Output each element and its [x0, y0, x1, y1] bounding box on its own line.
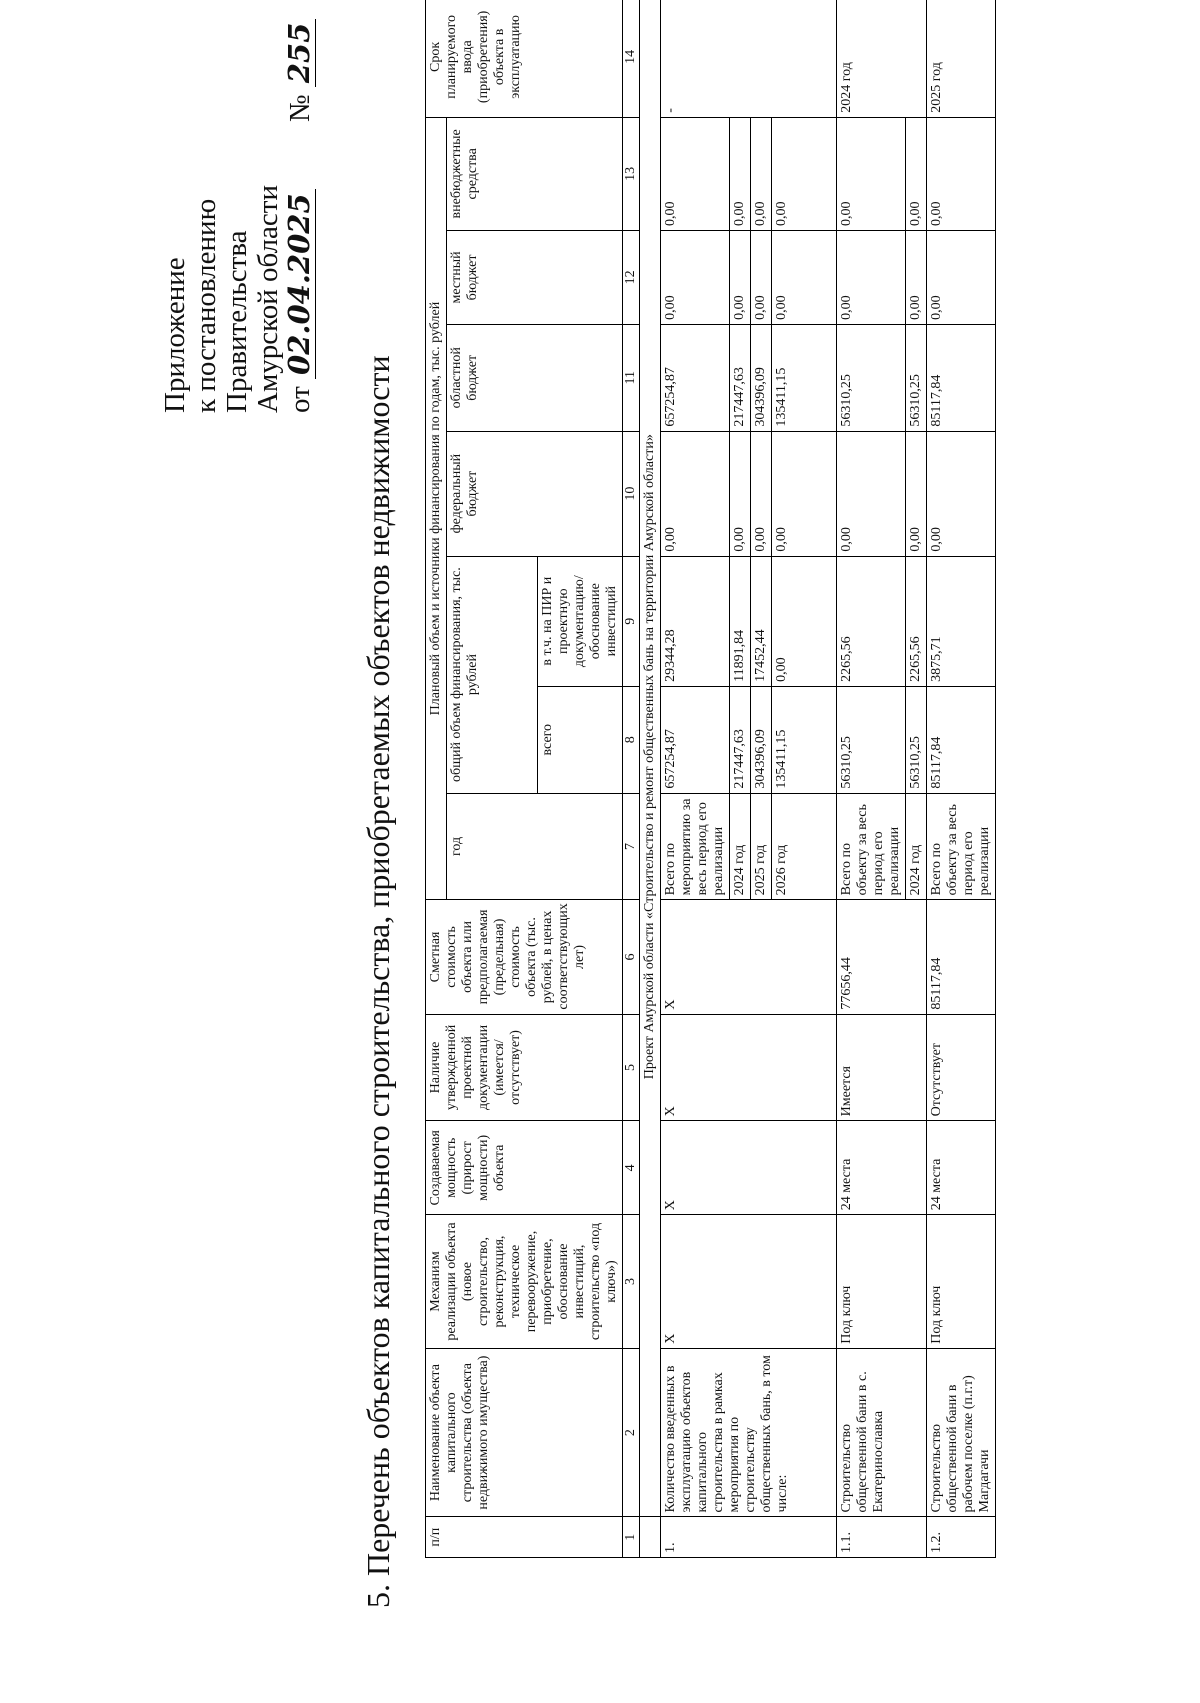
- extrabudget: 0,00: [730, 117, 751, 230]
- year: Всего по объекту за весь период его реализации: [927, 793, 996, 900]
- row-number: 1.1.: [837, 1517, 927, 1558]
- mechanism: Под ключ: [837, 1215, 927, 1348]
- regional: 217447,63: [730, 324, 751, 431]
- pir: 2265,56: [837, 556, 906, 686]
- section-title: Проект Амурской области «Строительство и ремонт общественных бань на территории Амурской области»: [640, 0, 661, 1517]
- regional: 56310,25: [837, 324, 906, 431]
- extrabudget: 0,00: [906, 117, 927, 230]
- object-name: Количество введенных в эксплуатацию объектов капитального строительства в рамках мероприятия по строительству общественных бань, в том числе:: [661, 1348, 837, 1517]
- regional: 85117,84: [927, 324, 996, 431]
- approval-line-1: Приложение: [159, 257, 191, 413]
- header-extrabudget: внебюджетные средства: [447, 117, 623, 230]
- year: 2024 год: [906, 793, 927, 900]
- term: 2025 год: [927, 0, 996, 117]
- federal: 0,00: [751, 431, 772, 556]
- header-cost: Сметная стоимость объекта или предполагаемая (предельная) стоимость объекта (тыс. рублей, в ценах соответствующих лет): [426, 900, 623, 1014]
- header-name: Наименование объекта капитального строительства (объекта недвижимого имущества): [426, 1348, 623, 1517]
- col-number: 10: [623, 431, 640, 556]
- regional: 135411,15: [772, 324, 837, 431]
- mechanism: Под ключ: [927, 1215, 996, 1348]
- total: 135411,15: [772, 686, 837, 793]
- regional: 304396,09: [751, 324, 772, 431]
- date-prefix: от: [284, 386, 316, 413]
- pir: 29344,28: [661, 556, 730, 686]
- local: 0,00: [751, 230, 772, 324]
- handwritten-date: 02.04.2025: [284, 189, 316, 379]
- term: -: [661, 0, 837, 117]
- col-number: 14: [623, 0, 640, 117]
- approval-block: [160, 13, 316, 413]
- extrabudget: 0,00: [837, 117, 906, 230]
- capacity: 24 места: [837, 1121, 927, 1215]
- capacity: 24 места: [927, 1121, 996, 1215]
- total: 657254,87: [661, 686, 730, 793]
- col-number: 13: [623, 117, 640, 230]
- extrabudget: 0,00: [751, 117, 772, 230]
- total: 85117,84: [927, 686, 996, 793]
- col-number: 3: [623, 1215, 640, 1348]
- capacity: X: [661, 1121, 837, 1215]
- pir: 17452,44: [751, 556, 772, 686]
- local: 0,00: [837, 230, 906, 324]
- year: 2024 год: [730, 793, 751, 900]
- row-number: 1.: [661, 1517, 837, 1558]
- column-numbers-row: [623, 0, 640, 1558]
- estimated-cost: X: [661, 900, 837, 1014]
- approval-date-line: [284, 13, 316, 413]
- local: 0,00: [661, 230, 730, 324]
- header-mechanism: Механизм реализации объекта (новое строительство, реконструкция, техническое перевооружение, приобретение, обоснование инвестиций, строительство «под ключ»): [426, 1215, 623, 1348]
- objects-table: [425, 0, 996, 1558]
- col-number: 11: [623, 324, 640, 431]
- col-number: 1: [623, 1517, 640, 1558]
- header-num: п/п: [426, 1517, 623, 1558]
- total: 56310,25: [906, 686, 927, 793]
- number-line: [284, 19, 316, 122]
- table-row: [661, 0, 730, 1558]
- federal: 0,00: [772, 431, 837, 556]
- header-federal: федеральный бюджет: [447, 431, 623, 556]
- federal: 0,00: [906, 431, 927, 556]
- pir: 3875,71: [927, 556, 996, 686]
- header-regional: областной бюджет: [447, 324, 623, 431]
- object-name: Строительство общественной бани в рабочем поселке (п.г.т) Магдагачи: [927, 1348, 996, 1517]
- documentation: X: [661, 1014, 837, 1121]
- col-number: 9: [623, 556, 640, 686]
- header-term: Срок планируемого ввода (приобретения) объекта в эксплуатацию: [426, 0, 623, 117]
- header-local: местный бюджет: [447, 230, 623, 324]
- federal: 0,00: [661, 431, 730, 556]
- extrabudget: 0,00: [772, 117, 837, 230]
- federal: 0,00: [730, 431, 751, 556]
- regional: 56310,25: [906, 324, 927, 431]
- year: Всего по мероприятию за весь период его реализации: [661, 793, 730, 900]
- pir: 0,00: [772, 556, 837, 686]
- year: 2025 год: [751, 793, 772, 900]
- col-number: 6: [623, 900, 640, 1014]
- header-year: год: [447, 793, 623, 900]
- table-row: [837, 0, 906, 1558]
- table-row: [927, 0, 996, 1558]
- col-number: 12: [623, 230, 640, 324]
- col-number: 4: [623, 1121, 640, 1215]
- header-pir: в т.ч. на ПИР и проектную документацию/ обоснование инвестиций: [538, 556, 623, 686]
- pir: 11891,84: [730, 556, 751, 686]
- header-planned: Плановый объем и источники финансирования по годам, тыс. рублей: [426, 117, 447, 900]
- term: 2024 год: [837, 0, 927, 117]
- documentation: Отсутствует: [927, 1014, 996, 1121]
- section-marker: [640, 1517, 661, 1558]
- header-capacity: Создаваемая мощность (прирост мощности) объекта: [426, 1121, 623, 1215]
- handwritten-number: 255: [284, 19, 316, 88]
- header-total: всего: [538, 686, 623, 793]
- header-row-1: [426, 0, 447, 1558]
- header-documentation: Наличие утвержденной проектной документации (имеется/ отсутствует): [426, 1014, 623, 1121]
- col-number: 5: [623, 1014, 640, 1121]
- regional: 657254,87: [661, 324, 730, 431]
- total: 217447,63: [730, 686, 751, 793]
- object-name: Строительство общественной бани в с. Екатеринославка: [837, 1348, 927, 1517]
- extrabudget: 0,00: [927, 117, 996, 230]
- header-total-group: общий объем финансирования, тыс. рублей: [447, 556, 538, 793]
- year: Всего по объекту за весь период его реализации: [837, 793, 906, 900]
- total: 304396,09: [751, 686, 772, 793]
- col-number: 7: [623, 793, 640, 900]
- pir: 2265,56: [906, 556, 927, 686]
- federal: 0,00: [837, 431, 906, 556]
- federal: 0,00: [927, 431, 996, 556]
- local: 0,00: [906, 230, 927, 324]
- col-number: 8: [623, 686, 640, 793]
- local: 0,00: [927, 230, 996, 324]
- estimated-cost: 77656,44: [837, 900, 927, 1014]
- total: 56310,25: [837, 686, 906, 793]
- mechanism: X: [661, 1215, 837, 1348]
- year: 2026 год: [772, 793, 837, 900]
- row-number: 1.2.: [927, 1517, 996, 1558]
- document-title: 5. Перечень объектов капитального строительства, приобретаемых объектов недвижимости: [360, 355, 396, 1608]
- col-number: 2: [623, 1348, 640, 1517]
- estimated-cost: 85117,84: [927, 900, 996, 1014]
- approval-line-3: Амурской области: [252, 185, 284, 413]
- number-prefix: №: [284, 94, 316, 123]
- approval-line-2: к постановлению Правительства: [190, 198, 253, 413]
- documentation: Имеется: [837, 1014, 927, 1121]
- extrabudget: 0,00: [661, 117, 730, 230]
- local: 0,00: [772, 230, 837, 324]
- local: 0,00: [730, 230, 751, 324]
- section-row: [640, 0, 661, 1558]
